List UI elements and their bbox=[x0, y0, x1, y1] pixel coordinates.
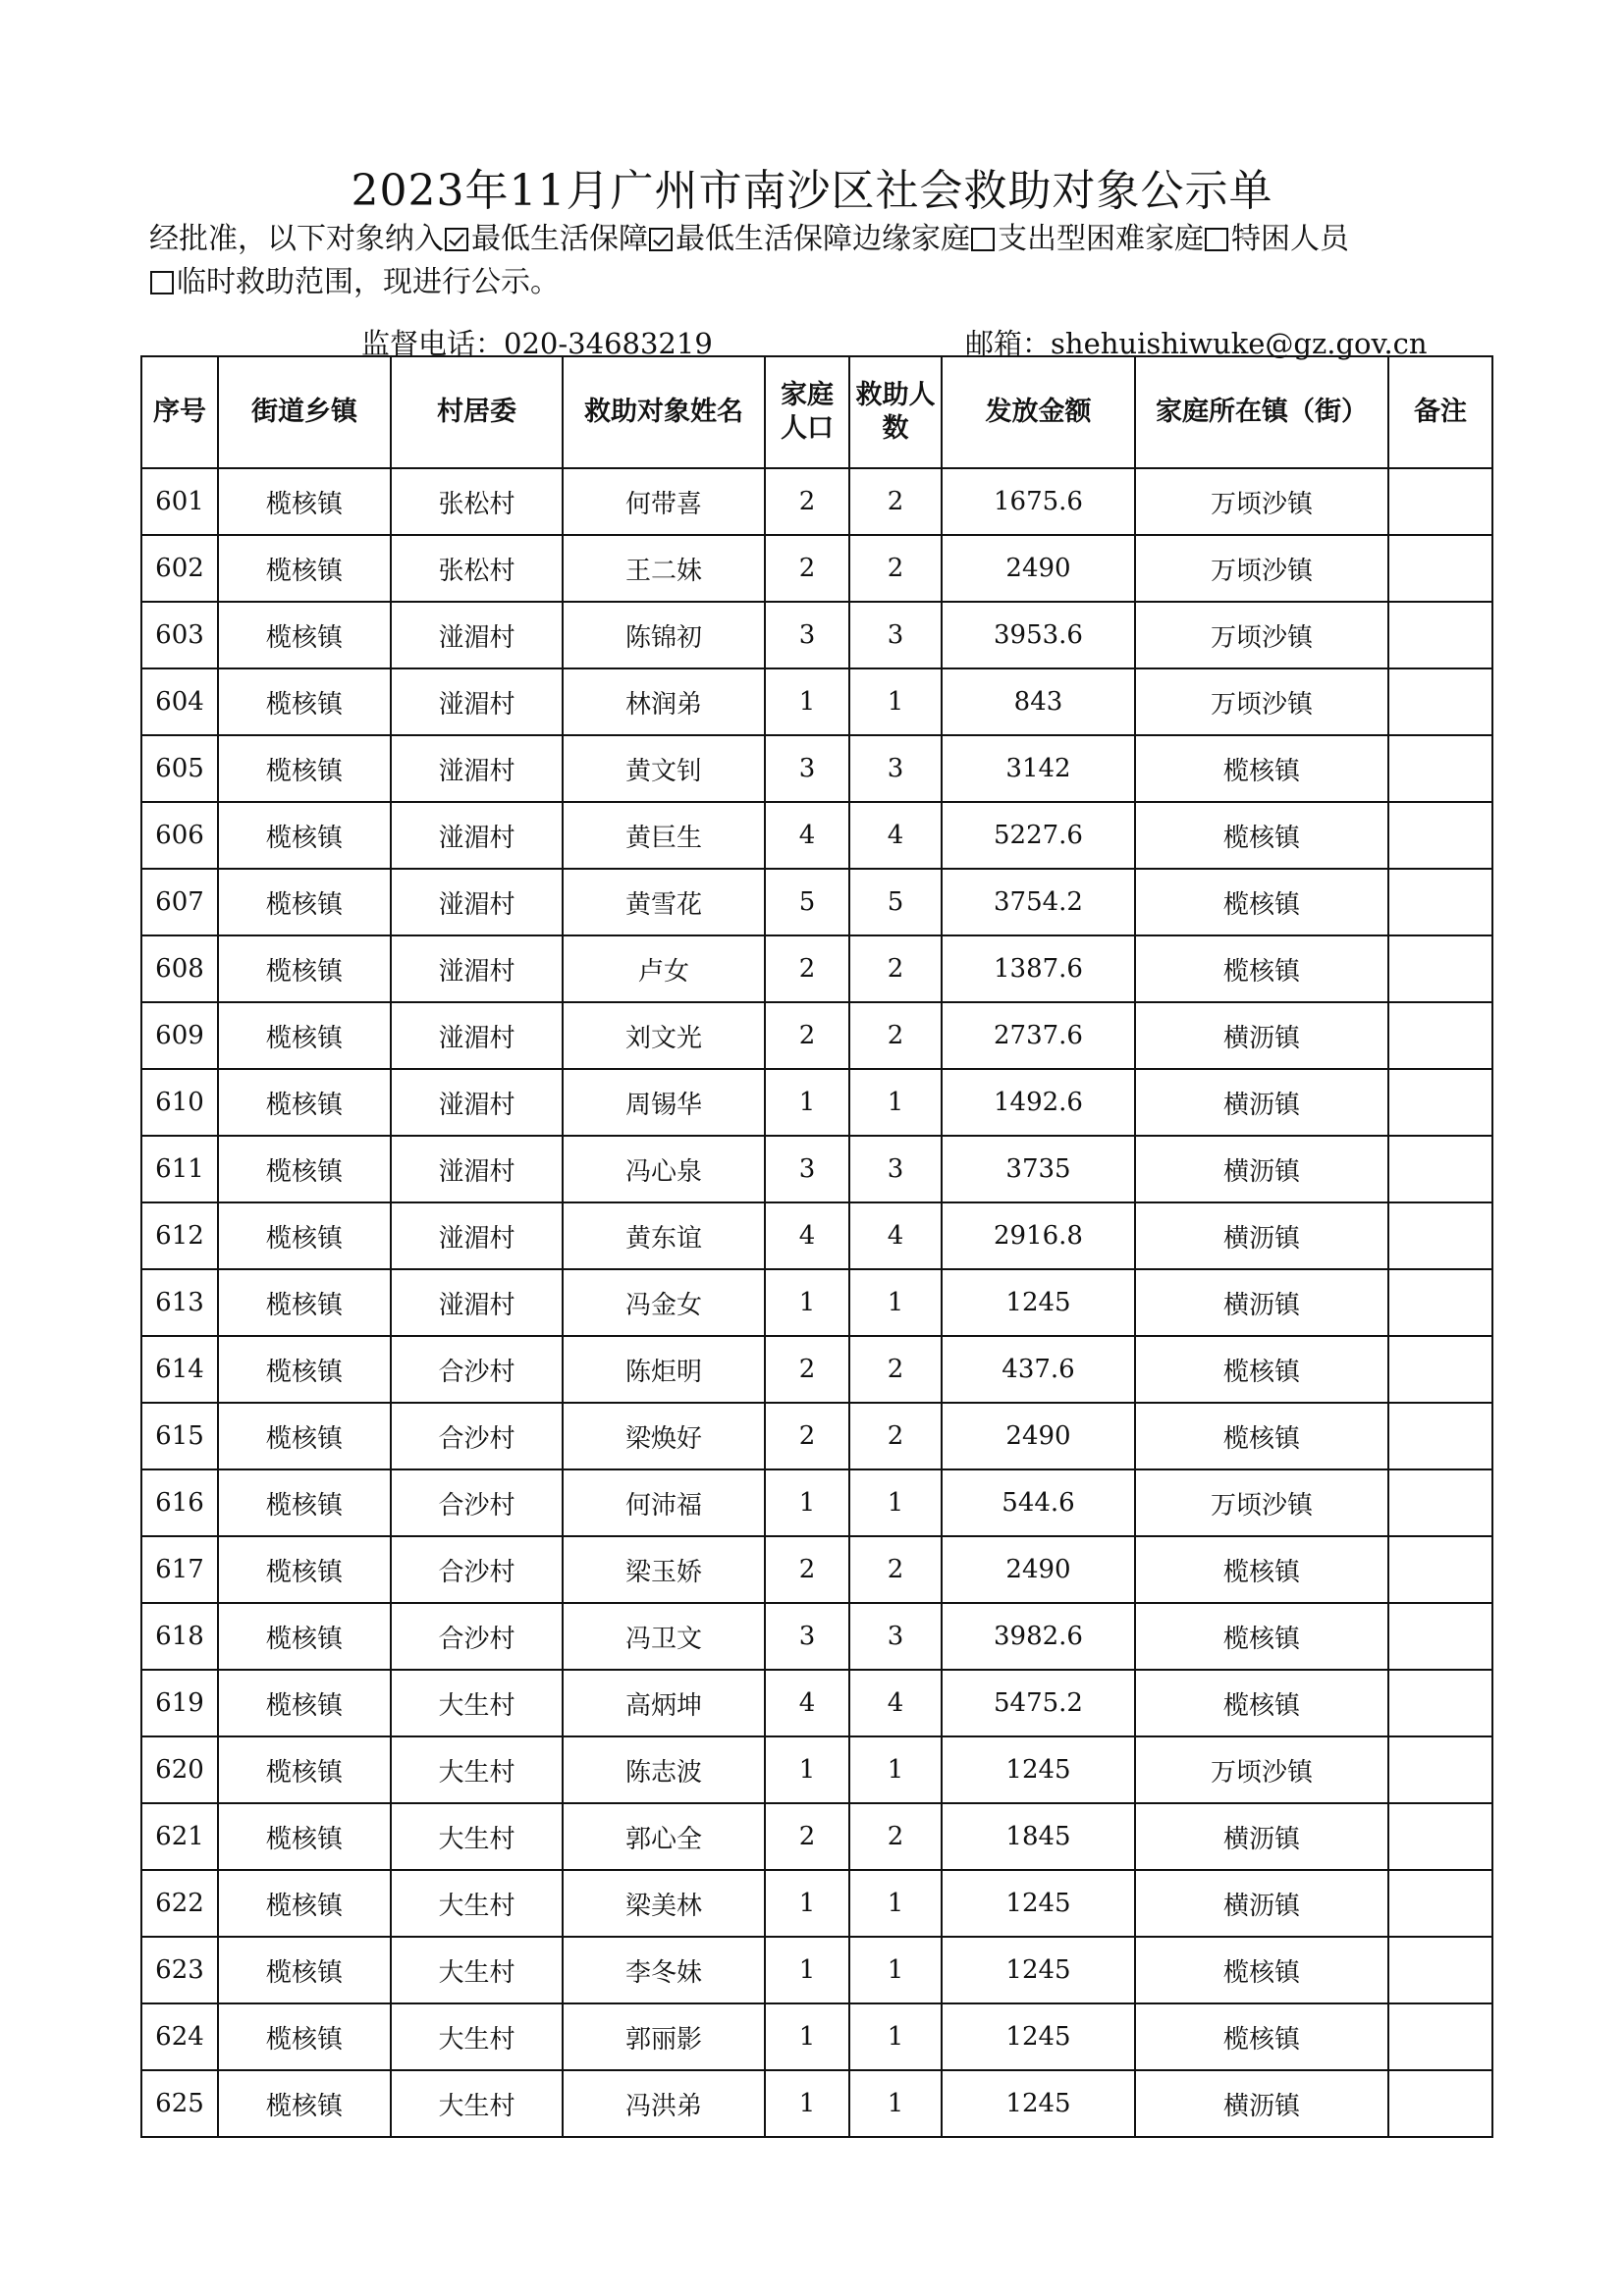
table-row bbox=[141, 1603, 1492, 1670]
cell-aided-count: 2 bbox=[849, 535, 942, 602]
cell-amount: 2490 bbox=[942, 535, 1135, 602]
cell-home-town: 榄核镇 bbox=[1135, 1536, 1388, 1603]
email-address: shehuishiwuke@gz.gov.cn bbox=[1051, 327, 1428, 360]
cell-aided-count: 4 bbox=[849, 1202, 942, 1269]
cell-aided-count: 1 bbox=[849, 1469, 942, 1536]
header-index: 序号 bbox=[141, 356, 218, 468]
option-label-min-living-edge: 最低生活保障边缘家庭 bbox=[676, 222, 970, 256]
cell-amount: 1245 bbox=[942, 1870, 1135, 1937]
cell-recipient-name: 卢女 bbox=[563, 935, 765, 1002]
cell-remarks bbox=[1388, 1870, 1492, 1937]
cell-aided-count: 2 bbox=[849, 468, 942, 535]
cell-amount: 1245 bbox=[942, 1269, 1135, 1336]
cell-recipient-name: 刘文光 bbox=[563, 1002, 765, 1069]
table-row bbox=[141, 1870, 1492, 1937]
cell-household-size: 2 bbox=[765, 1536, 849, 1603]
cell-household-size: 3 bbox=[765, 602, 849, 668]
cell-household-size: 1 bbox=[765, 2003, 849, 2070]
cell-recipient-name: 何带喜 bbox=[563, 468, 765, 535]
cell-index: 603 bbox=[141, 602, 218, 668]
cell-household-size: 1 bbox=[765, 1069, 849, 1136]
cell-village-committee: 合沙村 bbox=[391, 1536, 563, 1603]
table-row bbox=[141, 2003, 1492, 2070]
cell-home-town: 万顷沙镇 bbox=[1135, 668, 1388, 735]
cell-remarks bbox=[1388, 1603, 1492, 1670]
cell-household-size: 2 bbox=[765, 1403, 849, 1469]
cell-home-town: 横沥镇 bbox=[1135, 1803, 1388, 1870]
cell-recipient-name: 黄东谊 bbox=[563, 1202, 765, 1269]
cell-home-town: 横沥镇 bbox=[1135, 1269, 1388, 1336]
option-label-min-living: 最低生活保障 bbox=[471, 222, 648, 256]
phone-label: 监督电话： bbox=[361, 327, 505, 360]
header-street-town: 街道乡镇 bbox=[218, 356, 391, 468]
table-row bbox=[141, 1937, 1492, 2003]
cell-index: 611 bbox=[141, 1136, 218, 1202]
page-title: 2023年11月广州市南沙区社会救助对象公示单 bbox=[351, 166, 1273, 216]
cell-household-size: 1 bbox=[765, 1469, 849, 1536]
cell-street-town: 榄核镇 bbox=[218, 1002, 391, 1069]
cell-recipient-name: 黄雪花 bbox=[563, 869, 765, 935]
cell-index: 605 bbox=[141, 735, 218, 802]
cell-village-committee: 张松村 bbox=[391, 468, 563, 535]
cell-household-size: 4 bbox=[765, 802, 849, 869]
cell-remarks bbox=[1388, 1002, 1492, 1069]
cell-street-town: 榄核镇 bbox=[218, 735, 391, 802]
cell-recipient-name: 冯洪弟 bbox=[563, 2070, 765, 2137]
cell-home-town: 榄核镇 bbox=[1135, 1937, 1388, 2003]
table-header-row bbox=[141, 356, 1492, 468]
cell-village-committee: 合沙村 bbox=[391, 1403, 563, 1469]
table-row bbox=[141, 935, 1492, 1002]
cell-village-committee: 合沙村 bbox=[391, 1603, 563, 1670]
cell-home-town: 万顷沙镇 bbox=[1135, 468, 1388, 535]
table-row bbox=[141, 535, 1492, 602]
cell-aided-count: 2 bbox=[849, 1536, 942, 1603]
relief-recipients-table bbox=[140, 355, 1493, 2138]
checkbox-icon-expenditure-hardship bbox=[971, 228, 995, 251]
cell-home-town: 榄核镇 bbox=[1135, 935, 1388, 1002]
table-row bbox=[141, 1803, 1492, 1870]
cell-household-size: 1 bbox=[765, 1870, 849, 1937]
table-row bbox=[141, 802, 1492, 869]
cell-recipient-name: 陈志波 bbox=[563, 1736, 765, 1803]
cell-amount: 1492.6 bbox=[942, 1069, 1135, 1136]
cell-aided-count: 1 bbox=[849, 1870, 942, 1937]
cell-index: 601 bbox=[141, 468, 218, 535]
cell-street-town: 榄核镇 bbox=[218, 1736, 391, 1803]
cell-street-town: 榄核镇 bbox=[218, 802, 391, 869]
cell-street-town: 榄核镇 bbox=[218, 1469, 391, 1536]
cell-remarks bbox=[1388, 602, 1492, 668]
table-row bbox=[141, 1403, 1492, 1469]
cell-street-town: 榄核镇 bbox=[218, 535, 391, 602]
intro-paragraph bbox=[149, 218, 1504, 304]
cell-home-town: 横沥镇 bbox=[1135, 1202, 1388, 1269]
cell-amount: 3142 bbox=[942, 735, 1135, 802]
option-label-temporary-relief: 临时救助 bbox=[177, 265, 295, 299]
cell-home-town: 万顷沙镇 bbox=[1135, 602, 1388, 668]
cell-amount: 5475.2 bbox=[942, 1670, 1135, 1736]
cell-village-committee: 大生村 bbox=[391, 1736, 563, 1803]
cell-index: 619 bbox=[141, 1670, 218, 1736]
table-row bbox=[141, 1469, 1492, 1536]
table-row bbox=[141, 1136, 1492, 1202]
table-row bbox=[141, 1736, 1492, 1803]
cell-village-committee: 大生村 bbox=[391, 1870, 563, 1937]
cell-street-town: 榄核镇 bbox=[218, 1136, 391, 1202]
cell-household-size: 1 bbox=[765, 2070, 849, 2137]
cell-recipient-name: 梁焕好 bbox=[563, 1403, 765, 1469]
cell-aided-count: 3 bbox=[849, 735, 942, 802]
cell-street-town: 榄核镇 bbox=[218, 1202, 391, 1269]
cell-index: 609 bbox=[141, 1002, 218, 1069]
cell-remarks bbox=[1388, 1937, 1492, 2003]
cell-home-town: 榄核镇 bbox=[1135, 869, 1388, 935]
cell-home-town: 万顷沙镇 bbox=[1135, 535, 1388, 602]
cell-aided-count: 5 bbox=[849, 869, 942, 935]
cell-index: 604 bbox=[141, 668, 218, 735]
cell-village-committee: 湴湄村 bbox=[391, 1002, 563, 1069]
cell-index: 618 bbox=[141, 1603, 218, 1670]
cell-index: 624 bbox=[141, 2003, 218, 2070]
email-label: 邮箱： bbox=[965, 327, 1052, 360]
cell-aided-count: 2 bbox=[849, 1403, 942, 1469]
cell-remarks bbox=[1388, 1736, 1492, 1803]
cell-recipient-name: 冯心泉 bbox=[563, 1136, 765, 1202]
cell-remarks bbox=[1388, 802, 1492, 869]
cell-recipient-name: 陈锦初 bbox=[563, 602, 765, 668]
table-row bbox=[141, 869, 1492, 935]
cell-remarks bbox=[1388, 1469, 1492, 1536]
cell-amount: 1245 bbox=[942, 2070, 1135, 2137]
table-body bbox=[141, 468, 1492, 2137]
cell-household-size: 3 bbox=[765, 1603, 849, 1670]
cell-recipient-name: 李冬妹 bbox=[563, 1937, 765, 2003]
cell-home-town: 横沥镇 bbox=[1135, 1136, 1388, 1202]
cell-index: 614 bbox=[141, 1336, 218, 1403]
cell-index: 610 bbox=[141, 1069, 218, 1136]
cell-recipient-name: 陈炬明 bbox=[563, 1336, 765, 1403]
cell-index: 612 bbox=[141, 1202, 218, 1269]
intro-prefix: 经批准，以下对象纳入 bbox=[149, 222, 444, 256]
cell-amount: 1245 bbox=[942, 1736, 1135, 1803]
cell-street-town: 榄核镇 bbox=[218, 1870, 391, 1937]
cell-household-size: 4 bbox=[765, 1670, 849, 1736]
cell-household-size: 2 bbox=[765, 1803, 849, 1870]
cell-remarks bbox=[1388, 1202, 1492, 1269]
cell-village-committee: 大生村 bbox=[391, 2003, 563, 2070]
cell-recipient-name: 郭丽影 bbox=[563, 2003, 765, 2070]
cell-aided-count: 1 bbox=[849, 1937, 942, 2003]
cell-street-town: 榄核镇 bbox=[218, 1603, 391, 1670]
cell-amount: 5227.6 bbox=[942, 802, 1135, 869]
cell-recipient-name: 郭心全 bbox=[563, 1803, 765, 1870]
header-remarks: 备注 bbox=[1388, 356, 1492, 468]
cell-village-committee: 湴湄村 bbox=[391, 1136, 563, 1202]
table-row bbox=[141, 1670, 1492, 1736]
cell-home-town: 榄核镇 bbox=[1135, 1603, 1388, 1670]
cell-household-size: 3 bbox=[765, 1136, 849, 1202]
cell-street-town: 榄核镇 bbox=[218, 1937, 391, 2003]
cell-index: 602 bbox=[141, 535, 218, 602]
cell-household-size: 2 bbox=[765, 1002, 849, 1069]
cell-aided-count: 2 bbox=[849, 1336, 942, 1403]
cell-street-town: 榄核镇 bbox=[218, 1069, 391, 1136]
cell-index: 616 bbox=[141, 1469, 218, 1536]
cell-amount: 3982.6 bbox=[942, 1603, 1135, 1670]
cell-village-committee: 湴湄村 bbox=[391, 735, 563, 802]
cell-home-town: 横沥镇 bbox=[1135, 1069, 1388, 1136]
cell-street-town: 榄核镇 bbox=[218, 1269, 391, 1336]
cell-village-committee: 湴湄村 bbox=[391, 802, 563, 869]
table-row bbox=[141, 1536, 1492, 1603]
cell-amount: 544.6 bbox=[942, 1469, 1135, 1536]
cell-remarks bbox=[1388, 735, 1492, 802]
cell-aided-count: 1 bbox=[849, 1269, 942, 1336]
cell-home-town: 万顷沙镇 bbox=[1135, 1736, 1388, 1803]
table-row bbox=[141, 468, 1492, 535]
table-row bbox=[141, 1069, 1492, 1136]
cell-index: 617 bbox=[141, 1536, 218, 1603]
checkbox-icon-temporary-relief bbox=[150, 271, 174, 294]
cell-recipient-name: 黄巨生 bbox=[563, 802, 765, 869]
cell-street-town: 榄核镇 bbox=[218, 468, 391, 535]
cell-aided-count: 1 bbox=[849, 2070, 942, 2137]
cell-index: 625 bbox=[141, 2070, 218, 2137]
header-home-town: 家庭所在镇（街） bbox=[1135, 356, 1388, 468]
cell-amount: 2916.8 bbox=[942, 1202, 1135, 1269]
cell-recipient-name: 王二妹 bbox=[563, 535, 765, 602]
table-row bbox=[141, 1202, 1492, 1269]
cell-aided-count: 3 bbox=[849, 1136, 942, 1202]
cell-village-committee: 湴湄村 bbox=[391, 1069, 563, 1136]
cell-recipient-name: 黄文钊 bbox=[563, 735, 765, 802]
cell-village-committee: 湴湄村 bbox=[391, 869, 563, 935]
cell-village-committee: 湴湄村 bbox=[391, 1269, 563, 1336]
cell-amount: 1245 bbox=[942, 2003, 1135, 2070]
cell-recipient-name: 高炳坤 bbox=[563, 1670, 765, 1736]
cell-aided-count: 1 bbox=[849, 668, 942, 735]
cell-amount: 843 bbox=[942, 668, 1135, 735]
cell-amount: 3754.2 bbox=[942, 869, 1135, 935]
cell-amount: 1245 bbox=[942, 1937, 1135, 2003]
cell-aided-count: 1 bbox=[849, 1736, 942, 1803]
cell-household-size: 1 bbox=[765, 1736, 849, 1803]
cell-village-committee: 大生村 bbox=[391, 1803, 563, 1870]
cell-aided-count: 2 bbox=[849, 1002, 942, 1069]
cell-remarks bbox=[1388, 535, 1492, 602]
cell-index: 608 bbox=[141, 935, 218, 1002]
cell-village-committee: 大生村 bbox=[391, 1670, 563, 1736]
cell-remarks bbox=[1388, 935, 1492, 1002]
cell-street-town: 榄核镇 bbox=[218, 668, 391, 735]
cell-village-committee: 合沙村 bbox=[391, 1469, 563, 1536]
cell-recipient-name: 周锡华 bbox=[563, 1069, 765, 1136]
cell-household-size: 2 bbox=[765, 1336, 849, 1403]
cell-street-town: 榄核镇 bbox=[218, 2003, 391, 2070]
cell-household-size: 2 bbox=[765, 535, 849, 602]
cell-aided-count: 3 bbox=[849, 1603, 942, 1670]
cell-street-town: 榄核镇 bbox=[218, 602, 391, 668]
header-recipient-name: 救助对象姓名 bbox=[563, 356, 765, 468]
option-label-extreme-poverty: 特困人员 bbox=[1231, 222, 1349, 256]
cell-recipient-name: 冯卫文 bbox=[563, 1603, 765, 1670]
cell-remarks bbox=[1388, 468, 1492, 535]
cell-village-committee: 湴湄村 bbox=[391, 602, 563, 668]
cell-remarks bbox=[1388, 1536, 1492, 1603]
cell-home-town: 横沥镇 bbox=[1135, 1870, 1388, 1937]
cell-village-committee: 合沙村 bbox=[391, 1336, 563, 1403]
cell-village-committee: 湴湄村 bbox=[391, 1202, 563, 1269]
cell-street-town: 榄核镇 bbox=[218, 1536, 391, 1603]
phone-number: 020-34683219 bbox=[504, 327, 713, 360]
table-row bbox=[141, 1269, 1492, 1336]
cell-amount: 1845 bbox=[942, 1803, 1135, 1870]
checkbox-icon-extreme-poverty bbox=[1205, 228, 1228, 251]
cell-household-size: 1 bbox=[765, 1269, 849, 1336]
table-row bbox=[141, 735, 1492, 802]
cell-household-size: 1 bbox=[765, 668, 849, 735]
option-label-expenditure-hardship: 支出型困难家庭 bbox=[998, 222, 1204, 256]
header-amount: 发放金额 bbox=[942, 356, 1135, 468]
cell-amount: 2490 bbox=[942, 1403, 1135, 1469]
cell-amount: 1387.6 bbox=[942, 935, 1135, 1002]
cell-village-committee: 张松村 bbox=[391, 535, 563, 602]
cell-village-committee: 大生村 bbox=[391, 2070, 563, 2137]
table-row bbox=[141, 2070, 1492, 2137]
cell-remarks bbox=[1388, 1269, 1492, 1336]
cell-index: 620 bbox=[141, 1736, 218, 1803]
cell-remarks bbox=[1388, 1336, 1492, 1403]
cell-home-town: 横沥镇 bbox=[1135, 2070, 1388, 2137]
cell-household-size: 3 bbox=[765, 735, 849, 802]
cell-aided-count: 4 bbox=[849, 1670, 942, 1736]
cell-index: 606 bbox=[141, 802, 218, 869]
cell-amount: 2737.6 bbox=[942, 1002, 1135, 1069]
cell-household-size: 1 bbox=[765, 1937, 849, 2003]
cell-aided-count: 1 bbox=[849, 1069, 942, 1136]
cell-recipient-name: 梁美林 bbox=[563, 1870, 765, 1937]
cell-remarks bbox=[1388, 1403, 1492, 1469]
cell-aided-count: 2 bbox=[849, 1803, 942, 1870]
header-household-size: 家庭人口 bbox=[765, 356, 849, 468]
cell-remarks bbox=[1388, 2003, 1492, 2070]
cell-household-size: 2 bbox=[765, 468, 849, 535]
cell-home-town: 横沥镇 bbox=[1135, 1002, 1388, 1069]
cell-household-size: 4 bbox=[765, 1202, 849, 1269]
cell-index: 615 bbox=[141, 1403, 218, 1469]
cell-village-committee: 大生村 bbox=[391, 1937, 563, 2003]
cell-home-town: 榄核镇 bbox=[1135, 735, 1388, 802]
cell-index: 623 bbox=[141, 1937, 218, 2003]
cell-household-size: 5 bbox=[765, 869, 849, 935]
table-row bbox=[141, 668, 1492, 735]
cell-remarks bbox=[1388, 1670, 1492, 1736]
table-row bbox=[141, 602, 1492, 668]
cell-remarks bbox=[1388, 1803, 1492, 1870]
checkbox-icon-min-living bbox=[445, 228, 468, 251]
cell-street-town: 榄核镇 bbox=[218, 1803, 391, 1870]
cell-aided-count: 3 bbox=[849, 602, 942, 668]
cell-home-town: 万顷沙镇 bbox=[1135, 1469, 1388, 1536]
cell-street-town: 榄核镇 bbox=[218, 1336, 391, 1403]
cell-remarks bbox=[1388, 2070, 1492, 2137]
cell-aided-count: 4 bbox=[849, 802, 942, 869]
cell-village-committee: 湴湄村 bbox=[391, 668, 563, 735]
cell-home-town: 榄核镇 bbox=[1135, 1336, 1388, 1403]
cell-remarks bbox=[1388, 1069, 1492, 1136]
cell-street-town: 榄核镇 bbox=[218, 2070, 391, 2137]
cell-village-committee: 湴湄村 bbox=[391, 935, 563, 1002]
cell-amount: 437.6 bbox=[942, 1336, 1135, 1403]
header-village-committee: 村居委 bbox=[391, 356, 563, 468]
cell-remarks bbox=[1388, 1136, 1492, 1202]
cell-index: 607 bbox=[141, 869, 218, 935]
cell-remarks bbox=[1388, 869, 1492, 935]
cell-home-town: 榄核镇 bbox=[1135, 2003, 1388, 2070]
cell-recipient-name: 梁玉娇 bbox=[563, 1536, 765, 1603]
cell-index: 621 bbox=[141, 1803, 218, 1870]
cell-recipient-name: 冯金女 bbox=[563, 1269, 765, 1336]
cell-street-town: 榄核镇 bbox=[218, 935, 391, 1002]
cell-index: 613 bbox=[141, 1269, 218, 1336]
table-row bbox=[141, 1002, 1492, 1069]
table-row bbox=[141, 1336, 1492, 1403]
cell-home-town: 榄核镇 bbox=[1135, 802, 1388, 869]
cell-amount: 2490 bbox=[942, 1536, 1135, 1603]
cell-remarks bbox=[1388, 668, 1492, 735]
cell-recipient-name: 林润弟 bbox=[563, 668, 765, 735]
cell-recipient-name: 何沛福 bbox=[563, 1469, 765, 1536]
checkbox-icon-min-living-edge bbox=[649, 228, 673, 251]
header-aided-count: 救助人数 bbox=[849, 356, 942, 468]
intro-suffix: 范围，现进行公示。 bbox=[295, 265, 560, 299]
cell-street-town: 榄核镇 bbox=[218, 869, 391, 935]
cell-index: 622 bbox=[141, 1870, 218, 1937]
cell-home-town: 榄核镇 bbox=[1135, 1403, 1388, 1469]
cell-household-size: 2 bbox=[765, 935, 849, 1002]
cell-home-town: 榄核镇 bbox=[1135, 1670, 1388, 1736]
cell-amount: 1675.6 bbox=[942, 468, 1135, 535]
cell-street-town: 榄核镇 bbox=[218, 1670, 391, 1736]
cell-street-town: 榄核镇 bbox=[218, 1403, 391, 1469]
cell-aided-count: 1 bbox=[849, 2003, 942, 2070]
cell-amount: 3735 bbox=[942, 1136, 1135, 1202]
cell-aided-count: 2 bbox=[849, 935, 942, 1002]
cell-amount: 3953.6 bbox=[942, 602, 1135, 668]
